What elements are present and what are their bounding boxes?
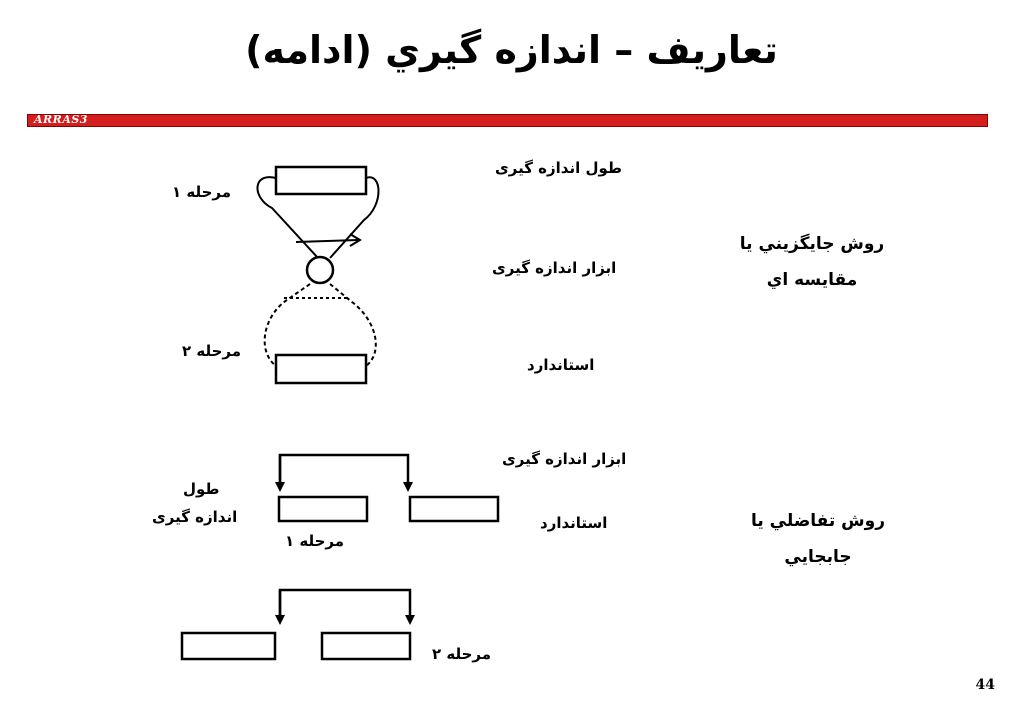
top-instrument-pointer <box>296 240 358 242</box>
top-instrument-loop-dashed <box>265 284 376 366</box>
method-substitution-line1: روش جايگزيني يا <box>739 234 885 254</box>
bottom-step2-right-block <box>322 633 410 659</box>
top-instrument-dial <box>307 257 333 283</box>
top-standard-block <box>276 355 366 383</box>
bottom-step2-left-block <box>182 633 275 659</box>
top-step2-label: مرحله ۲ <box>182 342 242 360</box>
bottom-instrument-label: ابزار اندازه گیری <box>502 450 627 468</box>
header-bar-text: ARRAS3 <box>34 113 88 126</box>
top-instrument-label: ابزار اندازه گیری <box>492 259 617 277</box>
method-substitution <box>712 226 912 298</box>
top-length-label: طول اندازه گیری <box>495 159 622 177</box>
page-number: 44 <box>975 677 995 693</box>
bottom-step2-label: مرحله ۲ <box>432 645 492 663</box>
top-length-block <box>276 167 366 194</box>
method-differential-line1: روش تفاضلي يا <box>751 511 885 531</box>
bottom-instrument-bracket-2 <box>280 590 410 620</box>
top-step1-label: مرحله ۱ <box>172 183 232 201</box>
bottom-step1-label: مرحله ۱ <box>285 532 345 550</box>
bottom-length-block <box>279 497 367 521</box>
top-standard-label: استاندارد <box>527 356 595 374</box>
bottom-length-label-line2: اندازه گیری <box>152 508 238 526</box>
slide-title: تعاريف – اندازه گيري (ادامه) <box>245 28 778 72</box>
method-substitution-line2: مقايسه اي <box>766 270 858 290</box>
bottom-standard-block <box>410 497 498 521</box>
bottom-length-label-line1: طول <box>183 480 220 498</box>
method-differential-line2: جابجايي <box>784 547 852 567</box>
bottom-instrument-bracket-1 <box>280 455 408 487</box>
bottom-standard-label: استاندارد <box>540 514 608 532</box>
method-differential <box>718 503 918 575</box>
